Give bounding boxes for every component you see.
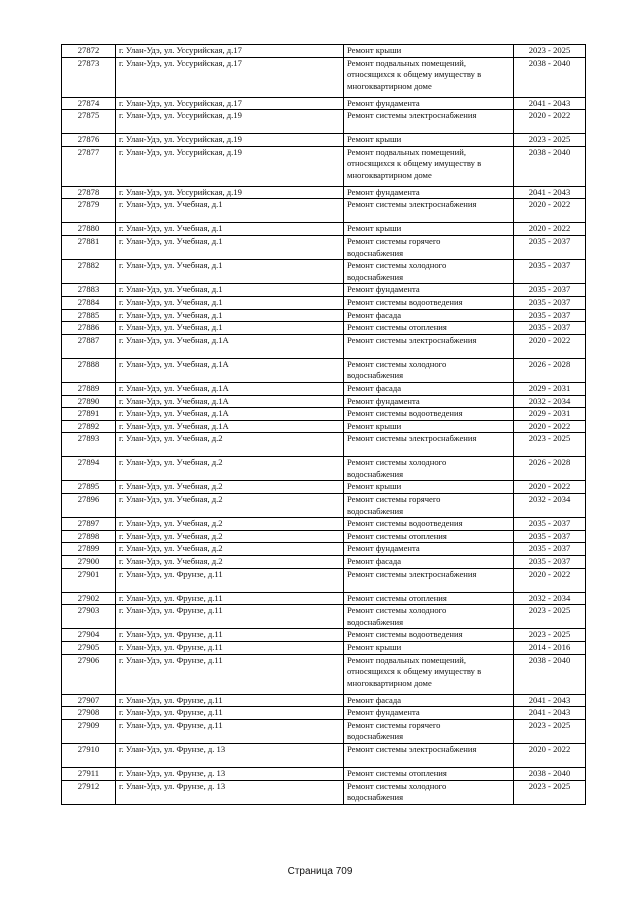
- cell-address: г. Улан-Удэ, ул. Учебная, д.1: [116, 309, 344, 322]
- table-row: [62, 110, 586, 134]
- cell-address: г. Улан-Удэ, ул. Уссурийская, д.17: [116, 45, 344, 58]
- cell-period: 2020 - 2022: [514, 223, 586, 236]
- table-row: [62, 556, 586, 569]
- table-row: [62, 530, 586, 543]
- cell-address: г. Улан-Удэ, ул. Учебная, д.1: [116, 235, 344, 259]
- cell-num: 27882: [62, 260, 116, 284]
- cell-work: Ремонт фундамента: [344, 186, 514, 199]
- cell-work: Ремонт системы холодного водоснабжения: [344, 358, 514, 382]
- cell-period: 2041 - 2043: [514, 694, 586, 707]
- cell-num: 27909: [62, 719, 116, 743]
- table-row: [62, 767, 586, 780]
- table-row: [62, 334, 586, 358]
- cell-address: г. Улан-Удэ, ул. Фрунзе, д. 13: [116, 743, 344, 767]
- works-table: [61, 44, 586, 805]
- cell-work: Ремонт фундамента: [344, 395, 514, 408]
- cell-period: 2032 - 2034: [514, 494, 586, 518]
- table-row: [62, 296, 586, 309]
- cell-work: Ремонт системы электроснабжения: [344, 334, 514, 358]
- table-row: [62, 780, 586, 804]
- table-row: [62, 719, 586, 743]
- cell-period: 2035 - 2037: [514, 309, 586, 322]
- cell-num: 27879: [62, 199, 116, 223]
- cell-work: Ремонт системы холодного водоснабжения: [344, 260, 514, 284]
- table-row: [62, 457, 586, 481]
- cell-work: Ремонт системы водоотведения: [344, 518, 514, 531]
- cell-period: 2029 - 2031: [514, 408, 586, 421]
- cell-address: г. Улан-Удэ, ул. Фрунзе, д.11: [116, 642, 344, 655]
- cell-work: Ремонт системы холодного водоснабжения: [344, 457, 514, 481]
- table-row: [62, 433, 586, 457]
- cell-address: г. Улан-Удэ, ул. Уссурийская, д.17: [116, 57, 344, 97]
- cell-num: 27910: [62, 743, 116, 767]
- cell-address: г. Улан-Удэ, ул. Учебная, д.2: [116, 543, 344, 556]
- cell-period: 2023 - 2025: [514, 719, 586, 743]
- table-row: [62, 694, 586, 707]
- cell-work: Ремонт системы водоотведения: [344, 629, 514, 642]
- cell-address: г. Улан-Удэ, ул. Уссурийская, д.17: [116, 97, 344, 110]
- cell-address: г. Улан-Удэ, ул. Фрунзе, д.11: [116, 568, 344, 592]
- cell-num: 27889: [62, 382, 116, 395]
- cell-work: Ремонт системы электроснабжения: [344, 568, 514, 592]
- cell-work: Ремонт системы горячего водоснабжения: [344, 235, 514, 259]
- cell-work: Ремонт системы электроснабжения: [344, 110, 514, 134]
- cell-address: г. Улан-Удэ, ул. Учебная, д.1: [116, 284, 344, 297]
- cell-num: 27886: [62, 322, 116, 335]
- cell-period: 2026 - 2028: [514, 358, 586, 382]
- cell-address: г. Улан-Удэ, ул. Учебная, д.1А: [116, 334, 344, 358]
- cell-period: 2038 - 2040: [514, 57, 586, 97]
- cell-work: Ремонт крыши: [344, 642, 514, 655]
- cell-period: 2035 - 2037: [514, 556, 586, 569]
- cell-period: 2020 - 2022: [514, 568, 586, 592]
- cell-address: г. Улан-Удэ, ул. Фрунзе, д.11: [116, 629, 344, 642]
- cell-address: г. Улан-Удэ, ул. Уссурийская, д.19: [116, 186, 344, 199]
- cell-work: Ремонт системы отопления: [344, 322, 514, 335]
- cell-work: Ремонт системы горячего водоснабжения: [344, 719, 514, 743]
- cell-num: 27899: [62, 543, 116, 556]
- cell-address: г. Улан-Удэ, ул. Уссурийская, д.19: [116, 134, 344, 147]
- cell-num: 27896: [62, 494, 116, 518]
- cell-period: 2038 - 2040: [514, 767, 586, 780]
- table-row: [62, 45, 586, 58]
- table-row: [62, 97, 586, 110]
- cell-period: 2038 - 2040: [514, 146, 586, 186]
- table-row: [62, 134, 586, 147]
- cell-num: 27898: [62, 530, 116, 543]
- cell-work: Ремонт крыши: [344, 481, 514, 494]
- cell-num: 27891: [62, 408, 116, 421]
- cell-period: 2032 - 2034: [514, 592, 586, 605]
- table-row: [62, 223, 586, 236]
- cell-address: г. Улан-Удэ, ул. Учебная, д.1А: [116, 408, 344, 421]
- cell-period: 2020 - 2022: [514, 481, 586, 494]
- cell-period: 2035 - 2037: [514, 518, 586, 531]
- table-row: [62, 358, 586, 382]
- cell-period: 2032 - 2034: [514, 395, 586, 408]
- table-row: [62, 382, 586, 395]
- cell-work: Ремонт системы электроснабжения: [344, 199, 514, 223]
- cell-work: Ремонт системы электроснабжения: [344, 433, 514, 457]
- table-row: [62, 518, 586, 531]
- table-body: [62, 45, 586, 805]
- cell-address: г. Улан-Удэ, ул. Фрунзе, д.11: [116, 654, 344, 694]
- table-row: [62, 568, 586, 592]
- cell-address: г. Улан-Удэ, ул. Учебная, д.1А: [116, 358, 344, 382]
- cell-address: г. Улан-Удэ, ул. Учебная, д.2: [116, 530, 344, 543]
- cell-num: 27875: [62, 110, 116, 134]
- cell-address: г. Улан-Удэ, ул. Уссурийская, д.19: [116, 110, 344, 134]
- cell-num: 27905: [62, 642, 116, 655]
- cell-num: 27884: [62, 296, 116, 309]
- cell-work: Ремонт крыши: [344, 45, 514, 58]
- table-row: [62, 235, 586, 259]
- cell-address: г. Улан-Удэ, ул. Фрунзе, д.11: [116, 605, 344, 629]
- cell-period: 2020 - 2022: [514, 110, 586, 134]
- cell-num: 27885: [62, 309, 116, 322]
- cell-address: г. Улан-Удэ, ул. Фрунзе, д.11: [116, 694, 344, 707]
- cell-work: Ремонт системы холодного водоснабжения: [344, 780, 514, 804]
- cell-address: г. Улан-Удэ, ул. Фрунзе, д.11: [116, 592, 344, 605]
- cell-period: 2035 - 2037: [514, 322, 586, 335]
- cell-period: 2035 - 2037: [514, 284, 586, 297]
- cell-address: г. Улан-Удэ, ул. Учебная, д.1: [116, 223, 344, 236]
- cell-period: 2041 - 2043: [514, 97, 586, 110]
- cell-num: 27888: [62, 358, 116, 382]
- cell-num: 27877: [62, 146, 116, 186]
- cell-address: г. Улан-Удэ, ул. Фрунзе, д.11: [116, 719, 344, 743]
- cell-address: г. Улан-Удэ, ул. Учебная, д.1: [116, 260, 344, 284]
- cell-num: 27908: [62, 707, 116, 720]
- cell-num: 27906: [62, 654, 116, 694]
- table-row: [62, 642, 586, 655]
- cell-address: г. Улан-Удэ, ул. Учебная, д.2: [116, 556, 344, 569]
- cell-period: 2023 - 2025: [514, 605, 586, 629]
- cell-address: г. Улан-Удэ, ул. Учебная, д.2: [116, 433, 344, 457]
- cell-num: 27903: [62, 605, 116, 629]
- cell-period: 2020 - 2022: [514, 334, 586, 358]
- cell-num: 27873: [62, 57, 116, 97]
- cell-work: Ремонт системы электроснабжения: [344, 743, 514, 767]
- table-row: [62, 481, 586, 494]
- cell-num: 27900: [62, 556, 116, 569]
- cell-num: 27892: [62, 420, 116, 433]
- cell-work: Ремонт системы отопления: [344, 592, 514, 605]
- cell-num: 27893: [62, 433, 116, 457]
- table-row: [62, 707, 586, 720]
- cell-work: Ремонт подвальных помещений, относящихся к общему имуществу в многоквартирном доме: [344, 654, 514, 694]
- cell-period: 2035 - 2037: [514, 296, 586, 309]
- cell-period: 2023 - 2025: [514, 629, 586, 642]
- cell-num: 27911: [62, 767, 116, 780]
- table-row: [62, 420, 586, 433]
- table-row: [62, 284, 586, 297]
- cell-work: Ремонт фасада: [344, 382, 514, 395]
- cell-period: 2041 - 2043: [514, 186, 586, 199]
- cell-address: г. Улан-Удэ, ул. Учебная, д.2: [116, 481, 344, 494]
- cell-period: 2023 - 2025: [514, 134, 586, 147]
- cell-address: г. Улан-Удэ, ул. Учебная, д.2: [116, 494, 344, 518]
- cell-work: Ремонт фасада: [344, 556, 514, 569]
- cell-address: г. Улан-Удэ, ул. Учебная, д.2: [116, 457, 344, 481]
- cell-work: Ремонт фундамента: [344, 707, 514, 720]
- cell-num: 27880: [62, 223, 116, 236]
- table-row: [62, 408, 586, 421]
- cell-num: 27894: [62, 457, 116, 481]
- cell-address: г. Улан-Удэ, ул. Учебная, д.1: [116, 322, 344, 335]
- cell-address: г. Улан-Удэ, ул. Фрунзе, д. 13: [116, 780, 344, 804]
- cell-work: Ремонт фундамента: [344, 97, 514, 110]
- cell-num: 27902: [62, 592, 116, 605]
- cell-period: 2035 - 2037: [514, 530, 586, 543]
- cell-period: 2020 - 2022: [514, 199, 586, 223]
- table-row: [62, 57, 586, 97]
- table-row: [62, 322, 586, 335]
- cell-work: Ремонт системы водоотведения: [344, 408, 514, 421]
- cell-work: Ремонт подвальных помещений, относящихся к общему имуществу в многоквартирном доме: [344, 146, 514, 186]
- cell-num: 27872: [62, 45, 116, 58]
- cell-work: Ремонт системы водоотведения: [344, 296, 514, 309]
- cell-work: Ремонт фасада: [344, 694, 514, 707]
- cell-work: Ремонт крыши: [344, 134, 514, 147]
- cell-num: 27883: [62, 284, 116, 297]
- cell-work: Ремонт системы горячего водоснабжения: [344, 494, 514, 518]
- cell-work: Ремонт подвальных помещений, относящихся к общему имуществу в многоквартирном доме: [344, 57, 514, 97]
- cell-period: 2041 - 2043: [514, 707, 586, 720]
- table-row: [62, 629, 586, 642]
- cell-num: 27881: [62, 235, 116, 259]
- cell-work: Ремонт крыши: [344, 420, 514, 433]
- cell-period: 2026 - 2028: [514, 457, 586, 481]
- cell-work: Ремонт крыши: [344, 223, 514, 236]
- cell-address: г. Улан-Удэ, ул. Учебная, д.1А: [116, 382, 344, 395]
- page-number: Страница 709: [287, 866, 353, 877]
- cell-num: 27876: [62, 134, 116, 147]
- table-row: [62, 605, 586, 629]
- cell-address: г. Улан-Удэ, ул. Уссурийская, д.19: [116, 146, 344, 186]
- cell-address: г. Улан-Удэ, ул. Учебная, д.2: [116, 518, 344, 531]
- cell-period: 2023 - 2025: [514, 45, 586, 58]
- cell-address: г. Улан-Удэ, ул. Фрунзе, д. 13: [116, 767, 344, 780]
- cell-num: 27887: [62, 334, 116, 358]
- cell-period: 2029 - 2031: [514, 382, 586, 395]
- cell-period: 2038 - 2040: [514, 654, 586, 694]
- cell-num: 27878: [62, 186, 116, 199]
- cell-num: 27907: [62, 694, 116, 707]
- cell-period: 2020 - 2022: [514, 420, 586, 433]
- cell-work: Ремонт фасада: [344, 309, 514, 322]
- cell-period: 2023 - 2025: [514, 780, 586, 804]
- cell-address: г. Улан-Удэ, ул. Учебная, д.1: [116, 296, 344, 309]
- cell-num: 27890: [62, 395, 116, 408]
- table-row: [62, 543, 586, 556]
- cell-period: 2014 - 2016: [514, 642, 586, 655]
- table-row: [62, 494, 586, 518]
- cell-period: 2035 - 2037: [514, 235, 586, 259]
- cell-address: г. Улан-Удэ, ул. Учебная, д.1А: [116, 420, 344, 433]
- cell-period: 2020 - 2022: [514, 743, 586, 767]
- cell-num: 27904: [62, 629, 116, 642]
- table-row: [62, 654, 586, 694]
- cell-work: Ремонт системы отопления: [344, 767, 514, 780]
- cell-period: 2035 - 2037: [514, 260, 586, 284]
- cell-num: 27912: [62, 780, 116, 804]
- table-row: [62, 260, 586, 284]
- table-row: [62, 199, 586, 223]
- cell-num: 27901: [62, 568, 116, 592]
- table-row: [62, 395, 586, 408]
- cell-num: 27897: [62, 518, 116, 531]
- table-row: [62, 309, 586, 322]
- cell-period: 2035 - 2037: [514, 543, 586, 556]
- cell-address: г. Улан-Удэ, ул. Фрунзе, д.11: [116, 707, 344, 720]
- cell-period: 2023 - 2025: [514, 433, 586, 457]
- cell-work: Ремонт системы холодного водоснабжения: [344, 605, 514, 629]
- cell-work: Ремонт фундамента: [344, 284, 514, 297]
- cell-num: 27874: [62, 97, 116, 110]
- cell-address: г. Улан-Удэ, ул. Учебная, д.1А: [116, 395, 344, 408]
- cell-work: Ремонт системы отопления: [344, 530, 514, 543]
- table-row: [62, 743, 586, 767]
- table-row: [62, 592, 586, 605]
- cell-address: г. Улан-Удэ, ул. Учебная, д.1: [116, 199, 344, 223]
- cell-num: 27895: [62, 481, 116, 494]
- cell-work: Ремонт фундамента: [344, 543, 514, 556]
- table-row: [62, 146, 586, 186]
- table-row: [62, 186, 586, 199]
